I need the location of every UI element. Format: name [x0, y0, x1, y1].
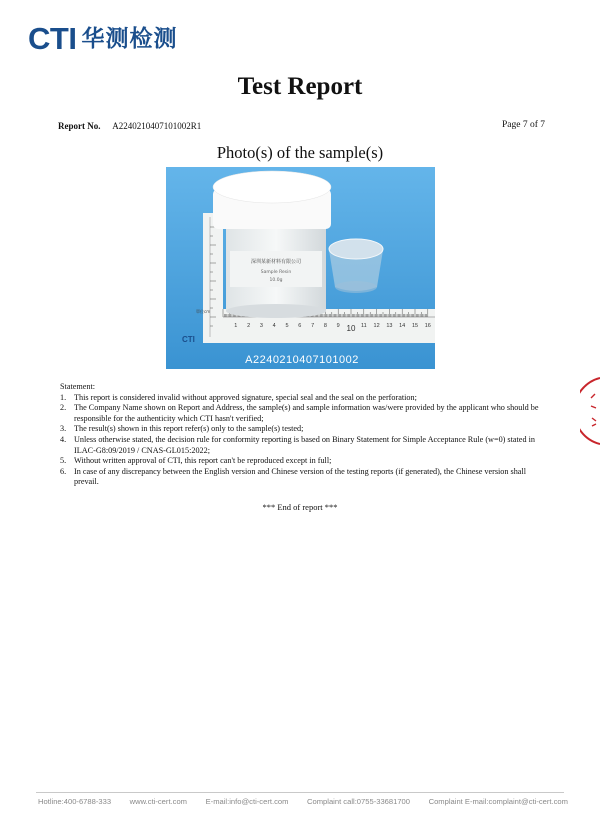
statement-item-number: 3. — [60, 424, 67, 434]
statement-item-text: This report is considered invalid without approved signature, special seal and the seal on the perforation; — [74, 392, 417, 402]
report-number-line — [58, 121, 201, 131]
footer-hotline: Hotline:400-6788-333 — [38, 797, 112, 806]
ruler-number: 12 — [373, 323, 380, 329]
footer-complaint-call: Complaint call:0755-33681700 — [307, 797, 411, 806]
statement-item — [60, 403, 540, 424]
perforation-seal-fragment — [580, 376, 600, 446]
ruler-number: 2 — [247, 323, 251, 329]
statement-block — [60, 382, 540, 488]
ruler-number: 6 — [298, 323, 302, 329]
ruler-unit: 單位cm — [196, 309, 211, 314]
svg-text:10.0g: 10.0g — [269, 278, 283, 283]
sample-caption: A2240210407101002 — [245, 354, 359, 366]
ruler-number: 7 — [311, 323, 315, 329]
svg-text:深圳某新材料有限公司: 深圳某新材料有限公司 — [250, 259, 302, 265]
statement-list — [60, 393, 540, 488]
statement-item-number: 6. — [60, 466, 67, 476]
report-number: A2240210407101002R1 — [112, 121, 202, 131]
footer — [38, 797, 568, 806]
jar-with-lid — [213, 171, 331, 318]
ruler-number: 4 — [272, 323, 276, 329]
ruler-number: 13 — [386, 323, 393, 329]
statement-item — [60, 393, 540, 404]
ruler-number: 3 — [259, 323, 263, 329]
statement-item-number: 4. — [60, 434, 67, 444]
statement-item-text: Without written approval of CTI, this report can't be reproduced except in full; — [74, 456, 332, 466]
footer-email: E-mail:info@cti-cert.com — [205, 797, 289, 806]
ruler-number: 1 — [234, 323, 238, 329]
statement-item — [60, 424, 540, 435]
report-number-label: Report No. — [58, 121, 101, 131]
ruler-number: 8 — [323, 323, 327, 329]
photo-section-title: Photo(s) of the sample(s) — [216, 143, 384, 162]
ruler-number: 10 — [346, 324, 356, 333]
statement-item — [60, 456, 540, 467]
statement-item-number: 5. — [60, 456, 67, 466]
sample-photo — [166, 167, 435, 369]
footer-complaint-email: Complaint E-mail:complaint@cti-cert.com — [428, 797, 568, 806]
ruler-brand: CTI — [182, 335, 195, 344]
logo-brand: CTI — [28, 21, 77, 56]
ruler-number: 15 — [411, 323, 419, 329]
statement-item-text: In case of any discrepancy between the English version and Chinese version of the testing reports (if generated), the Chinese version shall prevail. — [74, 466, 526, 487]
page-number: Page 7 of 7 — [501, 120, 545, 130]
statement-item — [60, 435, 540, 456]
ruler-number: 5 — [285, 323, 289, 329]
statement-item-number: 2. — [60, 403, 67, 413]
page-title: Test Report — [237, 73, 363, 100]
svg-text:Sample Resin: Sample Resin — [260, 270, 292, 275]
ruler-number: 9 — [336, 323, 340, 329]
statement-item-text: Unless otherwise stated, the decision rule for conformity reporting is based on Binary Statement for Simple Acceptance Rule (w=0) stated in ILAC-G8:09/2019 / CNAS-GL015:2022; — [74, 434, 535, 455]
statement-item-number: 1. — [60, 392, 67, 402]
logo-chinese-name: 华测检测 — [81, 26, 178, 52]
statement-item-text: The Company Name shown on Report and Address, the sample(s) and sample information was/were provided by the applicant who should be responsible for the authenticity which CTI hasn't verified; — [74, 403, 539, 423]
statement-heading: Statement: — [60, 382, 96, 391]
ruler-number: 11 — [360, 323, 367, 329]
ruler-number: 14 — [399, 323, 406, 329]
statement-item-text: The result(s) shown in this report refer(s) only to the sample(s) tested; — [74, 424, 304, 434]
transparent-cup — [329, 239, 383, 293]
cti-logo — [28, 22, 177, 56]
statement-item — [60, 467, 540, 488]
end-of-report: *** End of report *** — [262, 502, 338, 512]
ruler-number: 16 — [424, 323, 431, 329]
footer-website: www.cti-cert.com — [129, 797, 188, 806]
footer-divider — [36, 792, 564, 793]
